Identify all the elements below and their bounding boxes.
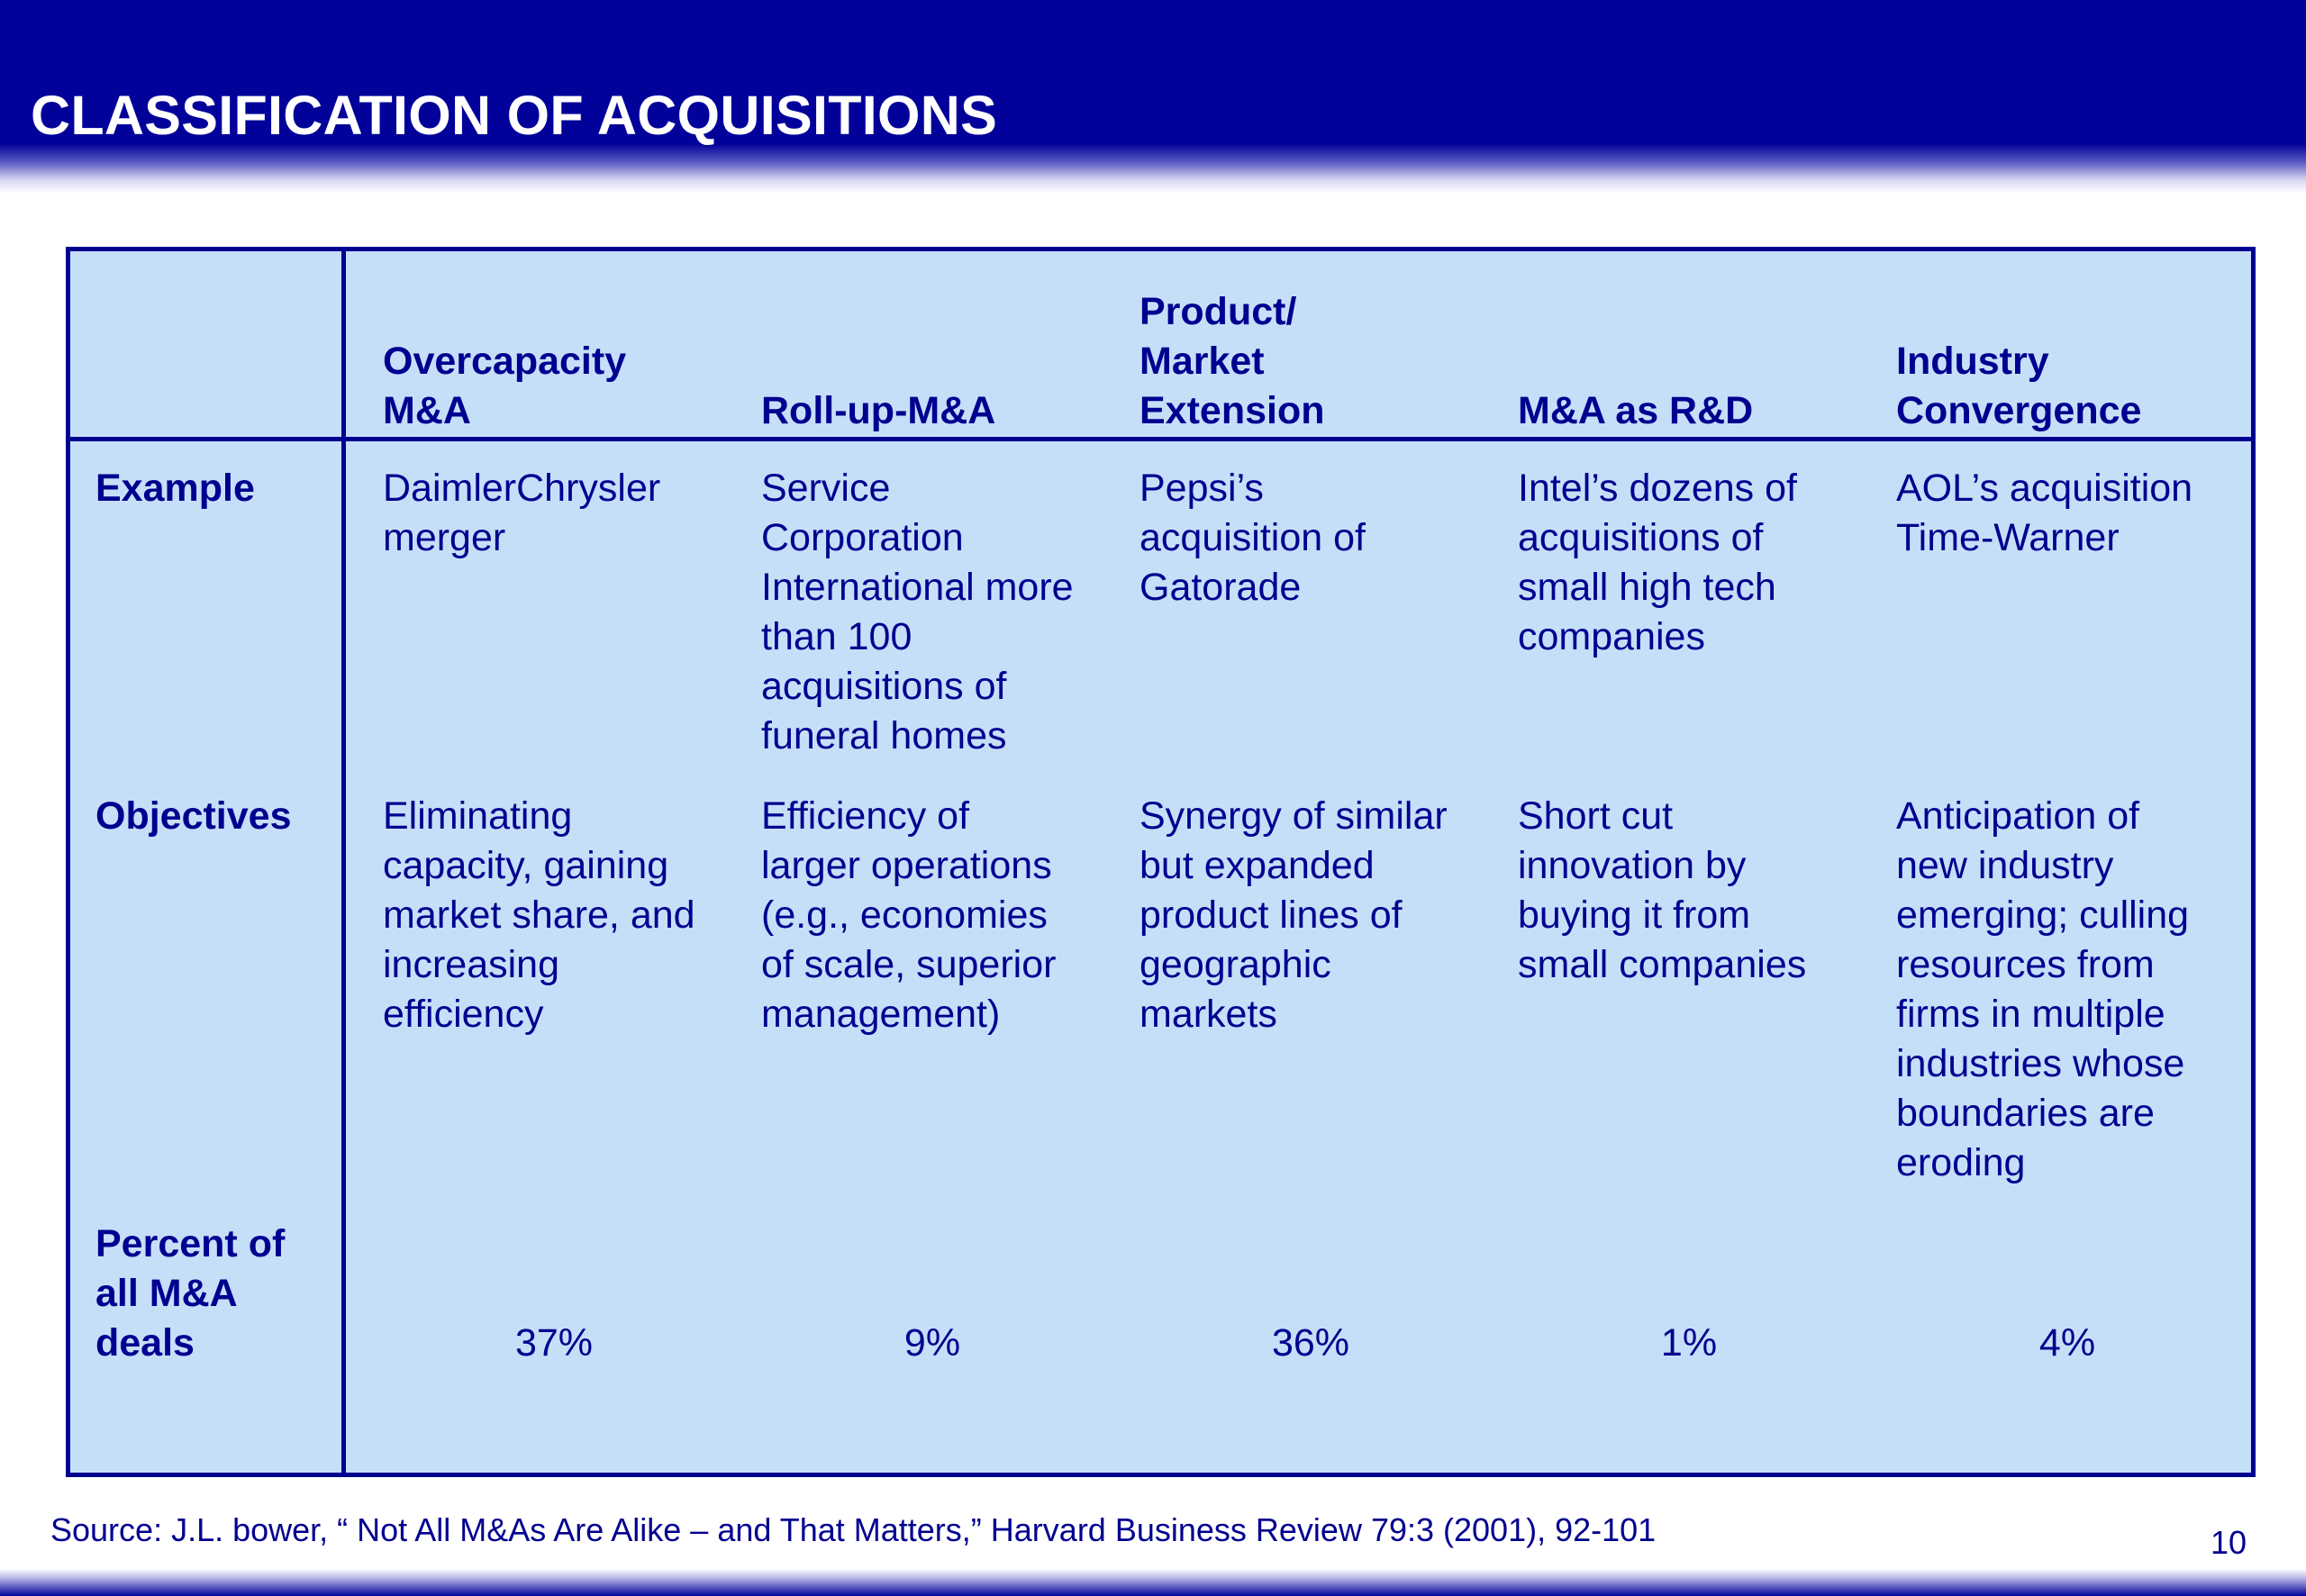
cell-example-overcapacity: DaimlerChrysler merger bbox=[383, 467, 661, 559]
column-header-roll-up: Roll-up-M&A bbox=[761, 389, 996, 432]
classification-table bbox=[66, 247, 2256, 1477]
row-header-percent: Percent of all M&A deals bbox=[95, 1222, 286, 1365]
column-header-overcapacity: Overcapacity M&A bbox=[383, 340, 627, 432]
page-number: 10 bbox=[2211, 1524, 2247, 1561]
column-header-rnd: M&A as R&D bbox=[1518, 389, 1754, 432]
cell-example-convergence: AOL’s acquisition Time-Warner bbox=[1896, 467, 2193, 559]
slide-title: CLASSIFICATION OF ACQUISITIONS bbox=[31, 85, 998, 146]
cell-objectives-convergence: Anticipation of new industry emerging; culling resources from firms in multiple industries whose boundaries are eroding bbox=[1896, 794, 2190, 1184]
row-header-objectives: Objectives bbox=[95, 794, 292, 838]
column-header-industry-convergence: Industry Convergence bbox=[1896, 340, 2142, 432]
source-citation: Source: J.L. bower, “ Not All M&As Are Alike – and That Matters,” Harvard Business Review 79:3 (2001), 92-101 bbox=[50, 1511, 1657, 1548]
cell-example-rnd: Intel’s dozens of acquisitions of small high tech companies bbox=[1518, 467, 1797, 658]
cell-percent-convergence: 4% bbox=[2038, 1321, 2096, 1365]
cell-example-product-market: Pepsi’s acquisition of Gatorade bbox=[1139, 467, 1366, 609]
cell-objectives-overcapacity: Eliminating capacity, gaining market share, and increasing efficiency bbox=[383, 794, 695, 1036]
cell-percent-roll-up: 9% bbox=[903, 1321, 961, 1365]
cell-objectives-roll-up: Efficiency of larger operations (e.g., economies of scale, superior management) bbox=[761, 794, 1057, 1036]
cell-percent-rnd: 1% bbox=[1660, 1321, 1718, 1365]
column-header-product-market-extension: Product/ Market Extension bbox=[1139, 290, 1325, 432]
cell-objectives-product-market: Synergy of similar but expanded product lines of geographic markets bbox=[1139, 794, 1448, 1036]
row-header-example: Example bbox=[95, 467, 255, 510]
cell-example-roll-up: Service Corporation International more than 100 acquisitions of funeral homes bbox=[761, 467, 1074, 757]
footer-band bbox=[0, 1569, 2306, 1596]
row-header-divider bbox=[341, 251, 346, 1473]
cell-percent-product-market: 36% bbox=[1271, 1321, 1350, 1365]
cell-objectives-rnd: Short cut innovation by buying it from small companies bbox=[1518, 794, 1807, 986]
cell-percent-overcapacity: 37% bbox=[514, 1321, 594, 1365]
column-header-divider bbox=[70, 437, 2251, 441]
